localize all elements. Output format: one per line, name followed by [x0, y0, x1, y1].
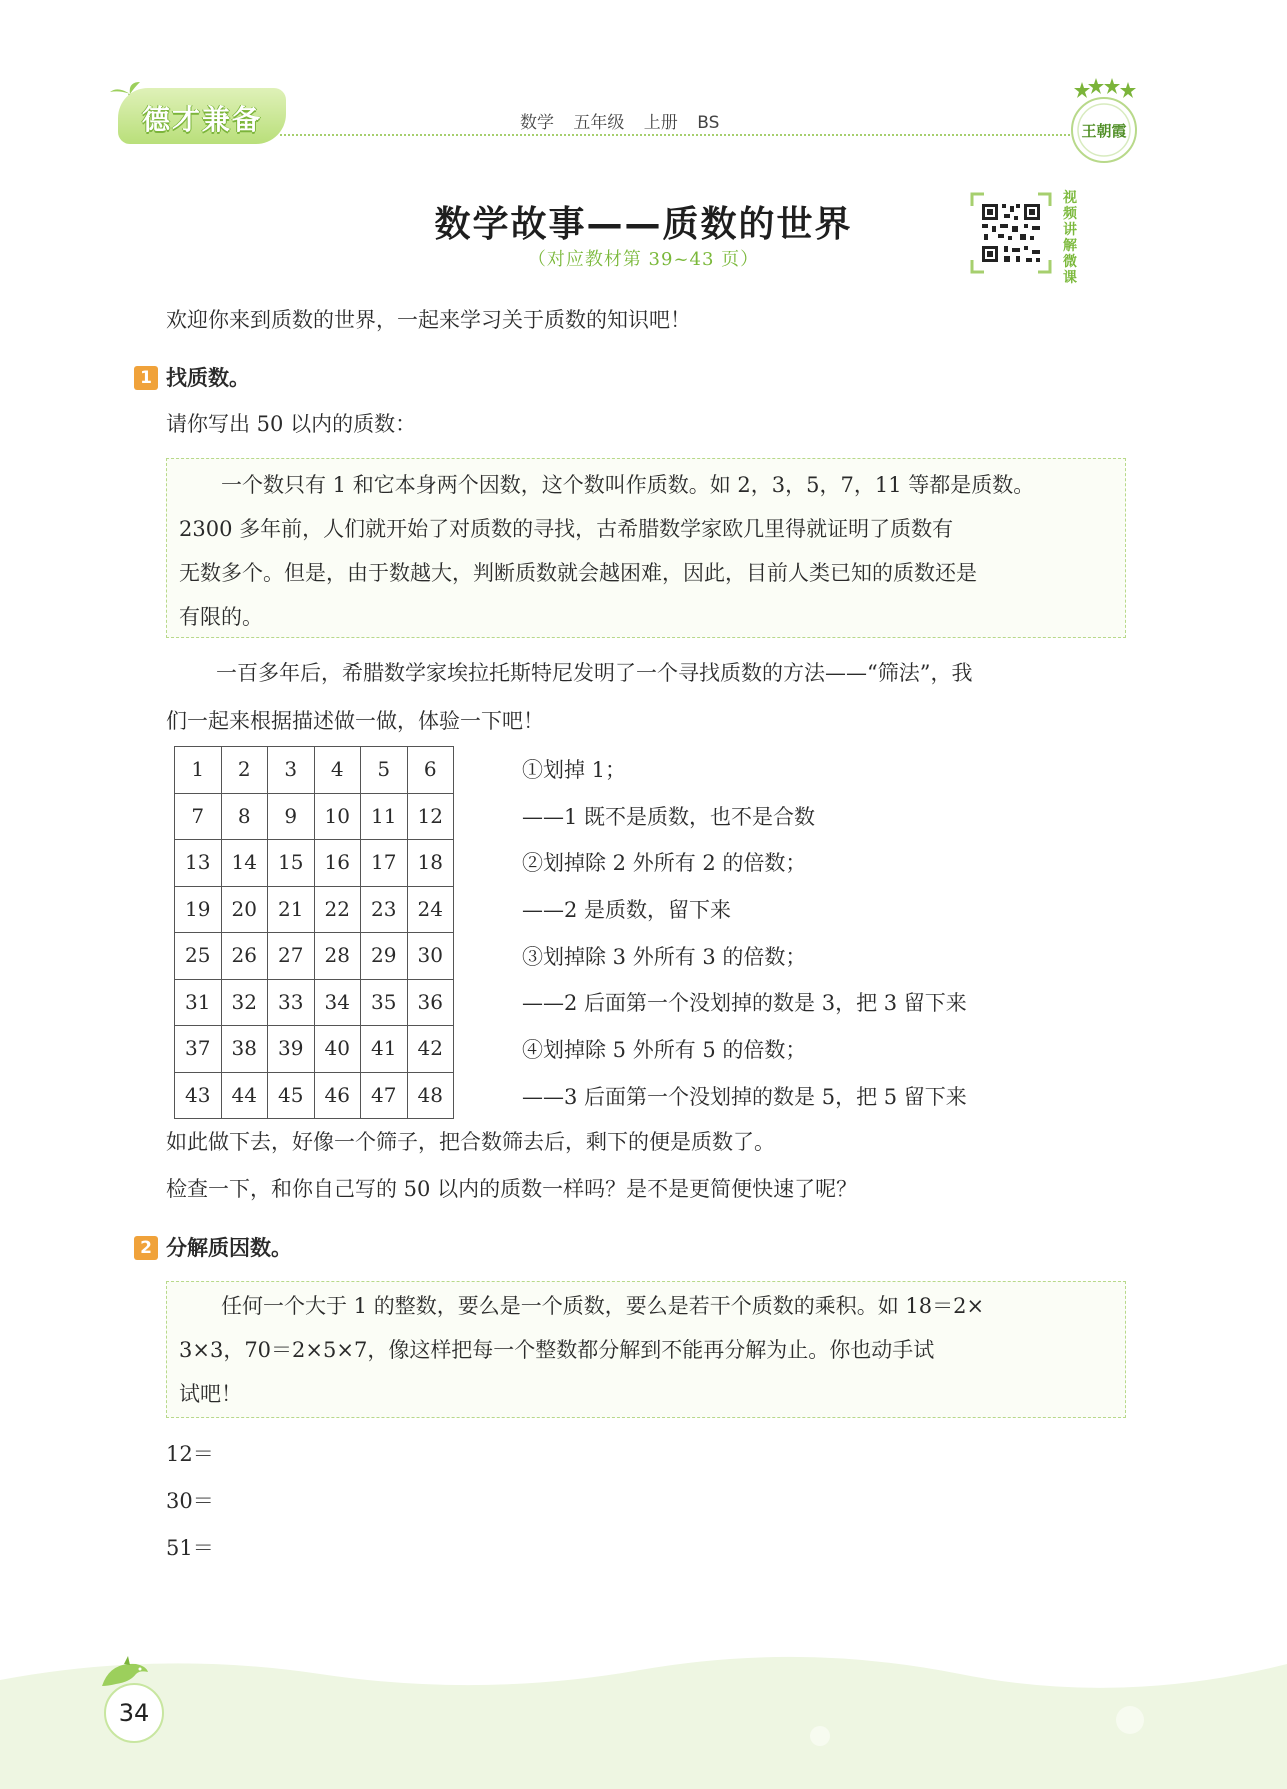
grid-row	[175, 886, 454, 933]
section-2-title: 分解质因数。	[166, 1236, 292, 1260]
grid-cell[interactable]: 19	[175, 886, 222, 933]
grid-cell[interactable]: 20	[221, 886, 268, 933]
factorization-note	[166, 1281, 1126, 1418]
grid-cell[interactable]: 11	[361, 793, 408, 840]
factorization-answer-line[interactable]: 30＝	[166, 1489, 214, 1513]
sieve-step-note: ——2 后面第一个没划掉的数是 3，把 3 留下来	[522, 991, 967, 1016]
grid-cell[interactable]: 13	[175, 840, 222, 887]
grid-cell[interactable]: 30	[407, 933, 454, 980]
header-dotted-rule	[280, 134, 1070, 136]
sieve-conclusion: 如此做下去，好像一个筛子，把合数筛去后，剩下的便是质数了。	[166, 1130, 775, 1154]
grid-cell[interactable]: 39	[268, 1026, 315, 1073]
page-number: 34	[104, 1683, 164, 1743]
brand-logo	[118, 88, 286, 144]
grid-cell[interactable]: 29	[361, 933, 408, 980]
grid-cell[interactable]: 34	[314, 979, 361, 1026]
sieve-check-question: 检查一下，和你自己写的 50 以内的质数一样吗？是不是更简便快速了呢？	[166, 1177, 858, 1201]
grid-row	[175, 933, 454, 980]
grid-cell[interactable]: 8	[221, 793, 268, 840]
grid-cell[interactable]: 27	[268, 933, 315, 980]
header-subject-line: 数学 五年级 上册 BS	[520, 113, 720, 133]
badge-text: 王朝霞	[1081, 122, 1127, 140]
note-1-line: 一个数只有 1 和它本身两个因数，这个数叫作质数。如 2，3，5，7，11 等都是质数。	[179, 473, 1035, 497]
sieve-step-note: ——3 后面第一个没划掉的数是 5，把 5 留下来	[522, 1084, 967, 1109]
grid-cell[interactable]: 41	[361, 1026, 408, 1073]
grid-cell[interactable]: 35	[361, 979, 408, 1026]
sieve-paragraph: 一百多年后，希腊数学家埃拉托斯特尼发明了一个寻找质数的方法——“筛法”，我	[216, 661, 973, 685]
sieve-step: ②划掉除 2 外所有 2 的倍数；	[522, 851, 807, 876]
qr-caption: 视频讲解微课	[1063, 190, 1077, 286]
grid-cell[interactable]: 24	[407, 886, 454, 933]
note-1-line: 有限的。	[179, 605, 263, 629]
grid-cell[interactable]: 31	[175, 979, 222, 1026]
grid-cell[interactable]: 32	[221, 979, 268, 1026]
note-2-line: 任何一个大于 1 的整数，要么是一个质数，要么是若干个质数的乘积。如 18＝2×	[179, 1294, 985, 1318]
grid-cell[interactable]: 42	[407, 1026, 454, 1073]
section-1-prompt: 请你写出 50 以内的质数：	[166, 412, 417, 436]
note-2-line: 试吧！	[179, 1382, 242, 1406]
grid-cell[interactable]: 33	[268, 979, 315, 1026]
sieve-number-grid	[174, 746, 454, 1119]
grid-cell[interactable]: 46	[314, 1072, 361, 1119]
factorization-answer-line[interactable]: 51＝	[166, 1536, 214, 1560]
grid-cell[interactable]: 36	[407, 979, 454, 1026]
grid-cell[interactable]: 25	[175, 933, 222, 980]
grid-cell[interactable]: 1	[175, 747, 222, 794]
grid-cell[interactable]: 7	[175, 793, 222, 840]
grid-row	[175, 840, 454, 887]
sieve-step: ④划掉除 5 外所有 5 的倍数；	[522, 1038, 807, 1063]
section-2-number: 2	[134, 1236, 158, 1260]
grid-cell[interactable]: 18	[407, 840, 454, 887]
grid-cell[interactable]: 15	[268, 840, 315, 887]
grid-cell[interactable]: 38	[221, 1026, 268, 1073]
grid-cell[interactable]: 28	[314, 933, 361, 980]
section-1-title: 找质数。	[166, 366, 250, 390]
grid-cell[interactable]: 3	[268, 747, 315, 794]
grid-row	[175, 793, 454, 840]
grid-cell[interactable]: 9	[268, 793, 315, 840]
intro-text: 欢迎你来到质数的世界，一起来学习关于质数的知识吧！	[166, 308, 691, 332]
prime-definition-note	[166, 458, 1126, 638]
grid-cell[interactable]: 47	[361, 1072, 408, 1119]
grid-cell[interactable]: 45	[268, 1072, 315, 1119]
textbook-page-reference: （对应教材第 39~43 页）	[527, 249, 760, 270]
grid-cell[interactable]: 6	[407, 747, 454, 794]
grid-cell[interactable]: 44	[221, 1072, 268, 1119]
section-2-heading	[134, 1232, 292, 1262]
grid-cell[interactable]: 14	[221, 840, 268, 887]
note-2-line: 3×3，70＝2×5×7，像这样把每一个整数都分解到不能再分解为止。你也动手试	[179, 1338, 935, 1362]
sieve-paragraph: 们一起来根据描述做一做，体验一下吧！	[166, 709, 544, 733]
grid-row	[175, 1026, 454, 1073]
grid-cell[interactable]: 48	[407, 1072, 454, 1119]
grid-cell[interactable]: 16	[314, 840, 361, 887]
sieve-step-note: ——1 既不是质数，也不是合数	[522, 804, 816, 829]
sieve-steps	[522, 750, 967, 1124]
sieve-step: ③划掉除 3 外所有 3 的倍数；	[522, 944, 807, 969]
grid-cell[interactable]: 17	[361, 840, 408, 887]
qr-code-icon[interactable]	[970, 192, 1052, 274]
footer-wave-decoration	[0, 1640, 1287, 1789]
factorization-answer-line[interactable]: 12＝	[166, 1442, 214, 1466]
section-1-heading	[134, 362, 250, 392]
grid-cell[interactable]: 4	[314, 747, 361, 794]
section-1-number: 1	[134, 366, 158, 390]
grid-cell[interactable]: 43	[175, 1072, 222, 1119]
grid-cell[interactable]: 2	[221, 747, 268, 794]
grid-cell[interactable]: 26	[221, 933, 268, 980]
grid-cell[interactable]: 22	[314, 886, 361, 933]
grid-cell[interactable]: 12	[407, 793, 454, 840]
note-1-line: 2300 多年前，人们就开始了对质数的寻找，古希腊数学家欧几里得就证明了质数有	[179, 517, 954, 541]
note-1-line: 无数多个。但是，由于数越大，判断质数就会越困难，因此，目前人类已知的质数还是	[179, 561, 977, 585]
grid-cell[interactable]: 40	[314, 1026, 361, 1073]
page-title: 数学故事——质数的世界	[434, 204, 853, 245]
grid-cell[interactable]: 5	[361, 747, 408, 794]
grid-row	[175, 1072, 454, 1119]
sieve-step-note: ——2 是质数，留下来	[522, 898, 732, 923]
teacher-badge-emblem	[1064, 76, 1144, 168]
grid-cell[interactable]: 23	[361, 886, 408, 933]
grid-cell[interactable]: 10	[314, 793, 361, 840]
grid-cell[interactable]: 37	[175, 1026, 222, 1073]
grid-row	[175, 979, 454, 1026]
sieve-step: ①划掉 1；	[522, 758, 627, 782]
grid-row	[175, 747, 454, 794]
grid-cell[interactable]: 21	[268, 886, 315, 933]
brand-logo-text: 德才兼备	[142, 103, 263, 136]
